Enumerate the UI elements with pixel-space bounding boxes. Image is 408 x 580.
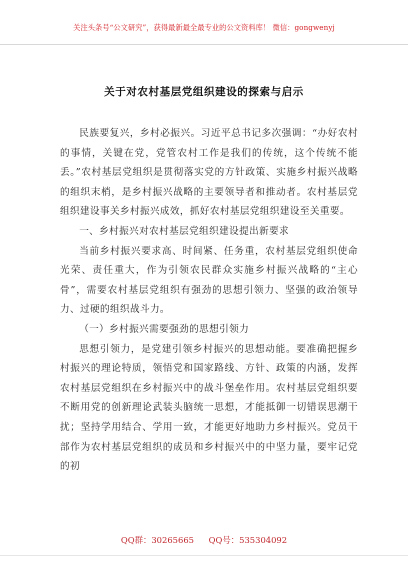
document-title: 关于对农村基层党组织建设的探索与启示 — [104, 86, 304, 98]
footer-divider — [0, 555, 408, 556]
paragraph: 民族要复兴，乡村必振兴。习近平总书记多次强调：“办好农村的事情，关键在党，党管农村工作是我们的传统，这个传统不能丢。”农村基层党组织是贯彻落实党的方针政策、实施乡村振兴战略的组织末梢，是乡村振兴战略的主要领导者和推动者。农村基层党组织建设事关乡村振兴成效，抓好农村基层党组织建设至关重要。 — [60, 128, 358, 218]
paragraph: 当前乡村振兴要求高、时间紧、任务重，农村基层党组织使命光荣、责任重大，作为引领农民群众实施乡村振兴战略的“主心骨”，需要农村基层党组织有强劲的思想引领力、坚强的政治领导力、过硬的组织战斗力。 — [60, 245, 358, 316]
document-body — [60, 124, 358, 477]
footer-contact — [0, 534, 408, 546]
subsection-heading: （一）乡村振兴需要强劲的思想引领力 — [79, 323, 250, 335]
footer-qq: QQ号：535304092 — [208, 535, 288, 545]
footer-qq-group: QQ群：30265665 — [120, 535, 194, 545]
section-heading: 一、乡村振兴对农村基层党组织建设提出新要求 — [79, 225, 290, 237]
header-notice: 关注头条号“公文研究”，获得最新最全最专业的公文资料库！ 微信：gongwenyj — [73, 23, 335, 32]
header-bar — [0, 0, 408, 45]
paragraph: 思想引领力，是党建引领乡村振兴的思想动能。要准确把握乡村振兴的理论特质，领悟党和国家路线、方针、政策的内涵，发挥农村基层党组织在乡村振兴中的战斗堡垒作用。农村基层党组织要不断用党的创新理论武装头脑统一思想，才能抵御一切错误思潮干扰；坚持学用结合、学用一致，才能更好地助力乡村振兴。党员干部作为农村基层党组织的成员和乡村振兴中的中坚力量，要牢记党的初 — [60, 343, 358, 473]
